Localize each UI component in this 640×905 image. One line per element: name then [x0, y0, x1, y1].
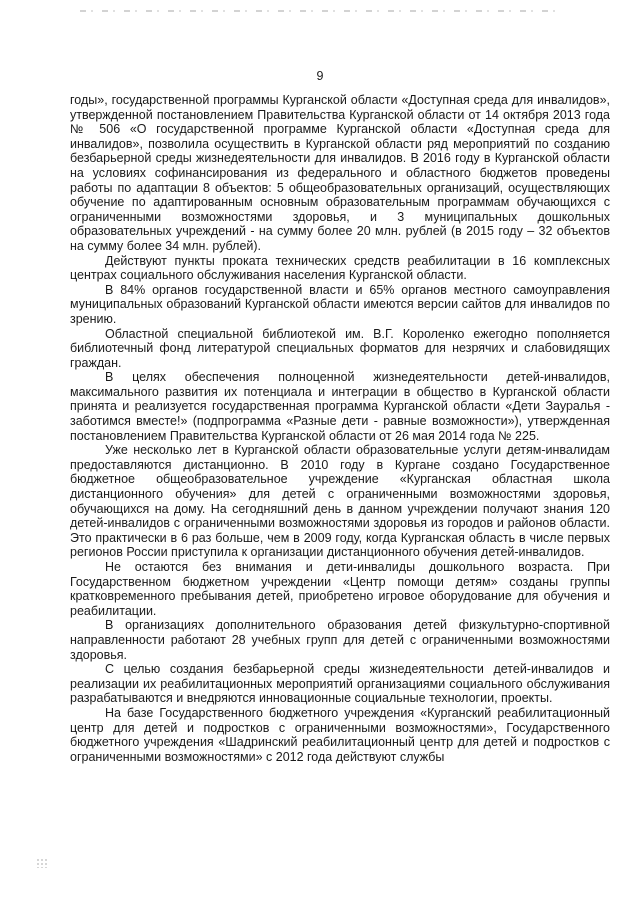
- document-body: [70, 93, 610, 764]
- paragraph-children-program: В целях обеспечения полноценной жизнедеятельности детей-инвалидов, максимального развития их потенциала и интеграции в общество в Курганской области принята и реализуется государственная программа Курганской области «Дети Зауралья - заботимся вместе!» (подпрограмма «Разные дети - равные возможности»), утвержденная постановлением Правительства Курганской области от 26 мая 2014 года № 225.: [70, 370, 610, 443]
- paragraph-websites: В 84% органов государственной власти и 65% органов местного самоуправления муниципальных образований Курганской области имеются версии сайтов для инвалидов по зрению.: [70, 282, 610, 326]
- paragraph-technologies: С целью создания безбарьерной среды жизнедеятельности детей-инвалидов и реализации их реабилитационных мероприятий организациями социального обслуживания разрабатываются и внедряются инновационные социальные технологии, проекты.: [70, 662, 610, 706]
- paragraph-library: Областной специальной библиотекой им. В.Г. Короленко ежегодно пополняется библиотечный фонд литературой специальных форматов для незрячих и слабовидящих граждан.: [70, 326, 610, 370]
- scan-artifact-left: [36, 858, 48, 868]
- paragraph-distance-learning: Уже несколько лет в Курганской области образовательные услуги детям-инвалидам предоставляются дистанционно. В 2010 году в Кургане создано Государственное бюджетное общеобразовательное учреждение «Курганская областная школа дистанционного обучения» для детей с ограниченными возможностями здоровья, обучающихся на дому. На сегодняшний день в данном учреждении получают знания 120 детей-инвалидов с ограниченными возможностями здоровья из городов и районов области. Это практически в 6 раз больше, чем в 2009 году, когда Курганская область в числе первых регионов России приступила к организации дистанционного обучения детей-инвалидов.: [70, 443, 610, 560]
- paragraph-rehab-rental: Действуют пункты проката технических средств реабилитации в 16 комплексных центрах социального обслуживания населения Курганской области.: [70, 253, 610, 283]
- paragraph-sports: В организациях дополнительного образования детей физкультурно-спортивной направленности работают 28 учебных групп для детей с ограниченными возможностями здоровья.: [70, 618, 610, 662]
- paragraph-continuation: годы», государственной программы Курганской области «Доступная среда для инвалидов», утвержденной постановлением Правительства Курганской области от 14 октября 2013 года № 506 «О государственной программе Курганской области «Доступная среда для инвалидов», позволила осуществить в Курганской области ряд мероприятий по созданию безбарьерной среды жизнедеятельности для инвалидов. В 2016 году в Курганской области на условиях софинансирования из федерального и областного бюджетов проведены работы по адаптации 8 объектов: 5 общеобразовательных организаций, осуществляющих обучение по адаптированным основным образовательным программам обучающихся с ограниченными возможностями здоровья, и 3 муниципальных дошкольных образовательных учреждений - на сумму более 20 млн. рублей (в 2015 году – 32 объектов на сумму более 34 млн. рублей).: [70, 93, 610, 253]
- scan-artifact-top: [80, 10, 560, 12]
- paragraph-rehab-centers: На базе Государственного бюджетного учреждения «Курганский реабилитационный центр для детей и подростков с ограниченными возможностями», Государственного бюджетного учреждения «Шадринский реабилитационный центр для детей и подростков с ограниченными возможностями» с 2012 года действуют службы: [70, 705, 610, 764]
- paragraph-preschool: Не остаются без внимания и дети-инвалиды дошкольного возраста. При Государственном бюджетном учреждении «Центр помощи детям» созданы группы кратковременного пребывания детей, приобретено игровое оборудование для обучения и реабилитации.: [70, 560, 610, 618]
- page-number: 9: [316, 69, 324, 83]
